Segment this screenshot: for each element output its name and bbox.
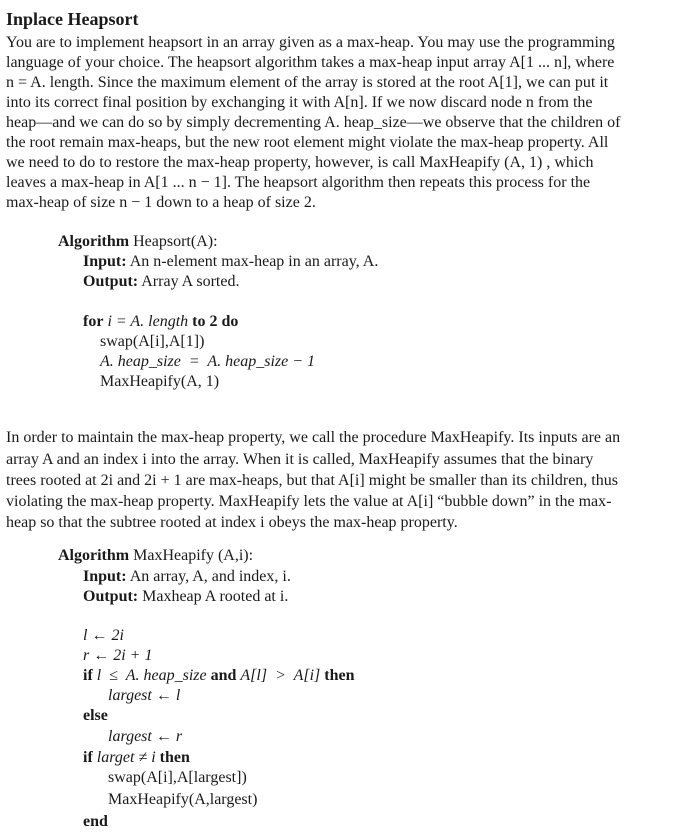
if-condition-b: A[l] > A[i] [240,667,321,684]
intro-line-3: n = A. length. Since the maximum element of the array is stored at the root A[1], we can put it [6,74,609,91]
if-keyword: if [83,667,93,684]
maxheapify-input [83,567,291,587]
maxheapify-left-child: l ← 2i [83,627,124,644]
heapsort-name: Heapsort(A): [133,233,218,250]
intro-line-1: You are to implement heapsort in an array given as a max-heap. You may use the programming [6,34,615,51]
maxheapify-output [83,587,288,607]
heapsort-output-text: Array A sorted. [141,273,240,290]
output-keyword: Output: [83,588,139,605]
do-keyword: do [221,313,239,330]
maxheapify-largest-l: largest ← l [108,687,181,704]
middle-line-1: In order to maintain the max-heap property, we call the procedure MaxHeapify. Its inputs are an [6,429,621,446]
if-keyword-2: if [83,749,93,766]
middle-line-2: array A and an index i into the array. When it is called, MaxHeapify assumes that the binary [6,451,594,468]
intro-line-7: we need to do to restore the max-heap property, however, is call MaxHeapify (A, 1) , which [6,154,594,171]
to-keyword: to [192,313,206,330]
intro-line-5: heap—and we can do so by simply decrementing A. heap_size—we observe that the children of [6,114,621,131]
maxheapify-if2-line [83,748,190,768]
section-title: Inplace Heapsort [6,9,139,29]
intro-line-8: leaves a max-heap in A[1 ... n − 1]. The heapsort algorithm then repeats this process for the [6,174,591,191]
heapsort-input-text: An n-element max-heap in an array, A. [129,253,379,270]
heapsort-header [58,232,218,252]
heapsort-output [83,272,239,292]
intro-line-9: max-heap of size n − 1 down to a heap of size 2. [6,194,316,211]
heapsort-input [83,252,378,272]
maxheapify-if-line [83,666,354,686]
intro-line-4: into its correct final position by exchanging it with A[n]. If we now discard node n from the [6,94,593,111]
for-keyword: for [83,313,104,330]
maxheapify-largest-r: largest ← r [108,728,183,745]
maxheapify-recursive-call: MaxHeapify(A,largest) [108,791,258,808]
then-keyword-2: then [159,749,190,766]
maxheapify-output-text: Maxheap A rooted at i. [142,588,289,605]
maxheapify-right-child: r ← 2i + 1 [83,647,153,664]
end-keyword: end [83,813,108,830]
algorithm-keyword: Algorithm [58,233,130,250]
algorithm-keyword: Algorithm [58,547,130,564]
for-expression: i = A. length [107,313,189,330]
input-keyword: Input: [83,568,127,585]
heapsort-decrement-line: A. heap_size = A. heap_size − 1 [100,353,316,370]
heapsort-maxheapify-call: MaxHeapify(A, 1) [100,373,220,390]
middle-line-5: heap so that the subtree rooted at index i obeys the max-heap property. [6,514,458,531]
output-keyword: Output: [83,273,139,290]
intro-line-6: the root remain max-heaps, but the new root element might violate the max-heap property. All [6,134,609,151]
else-keyword: else [83,707,108,724]
middle-line-4: violating the max-heap property. MaxHeapify lets the value at A[i] “bubble down” in the max- [6,493,612,510]
input-keyword: Input: [83,253,127,270]
maxheapify-input-text: An array, A, and index, i. [129,568,291,585]
middle-line-3: trees rooted at 2i and 2i + 1 are max-heaps, but that A[i] might be smaller than its children, thus [6,472,618,489]
then-keyword: then [324,667,355,684]
maxheapify-header [58,546,253,566]
and-keyword: and [210,667,237,684]
heapsort-for-line [83,312,238,332]
to-value: 2 [209,313,218,330]
if2-condition: larget ≠ i [96,749,156,766]
maxheapify-swap-line: swap(A[i],A[largest]) [108,769,247,786]
if-condition-a: l ≤ A. heap_size [96,667,207,684]
intro-line-2: language of your choice. The heapsort algorithm takes a max-heap input array A[1 ... n], where [6,54,615,71]
heapsort-swap-line: swap(A[i],A[1]) [100,333,205,350]
maxheapify-name: MaxHeapify (A,i): [133,547,254,564]
